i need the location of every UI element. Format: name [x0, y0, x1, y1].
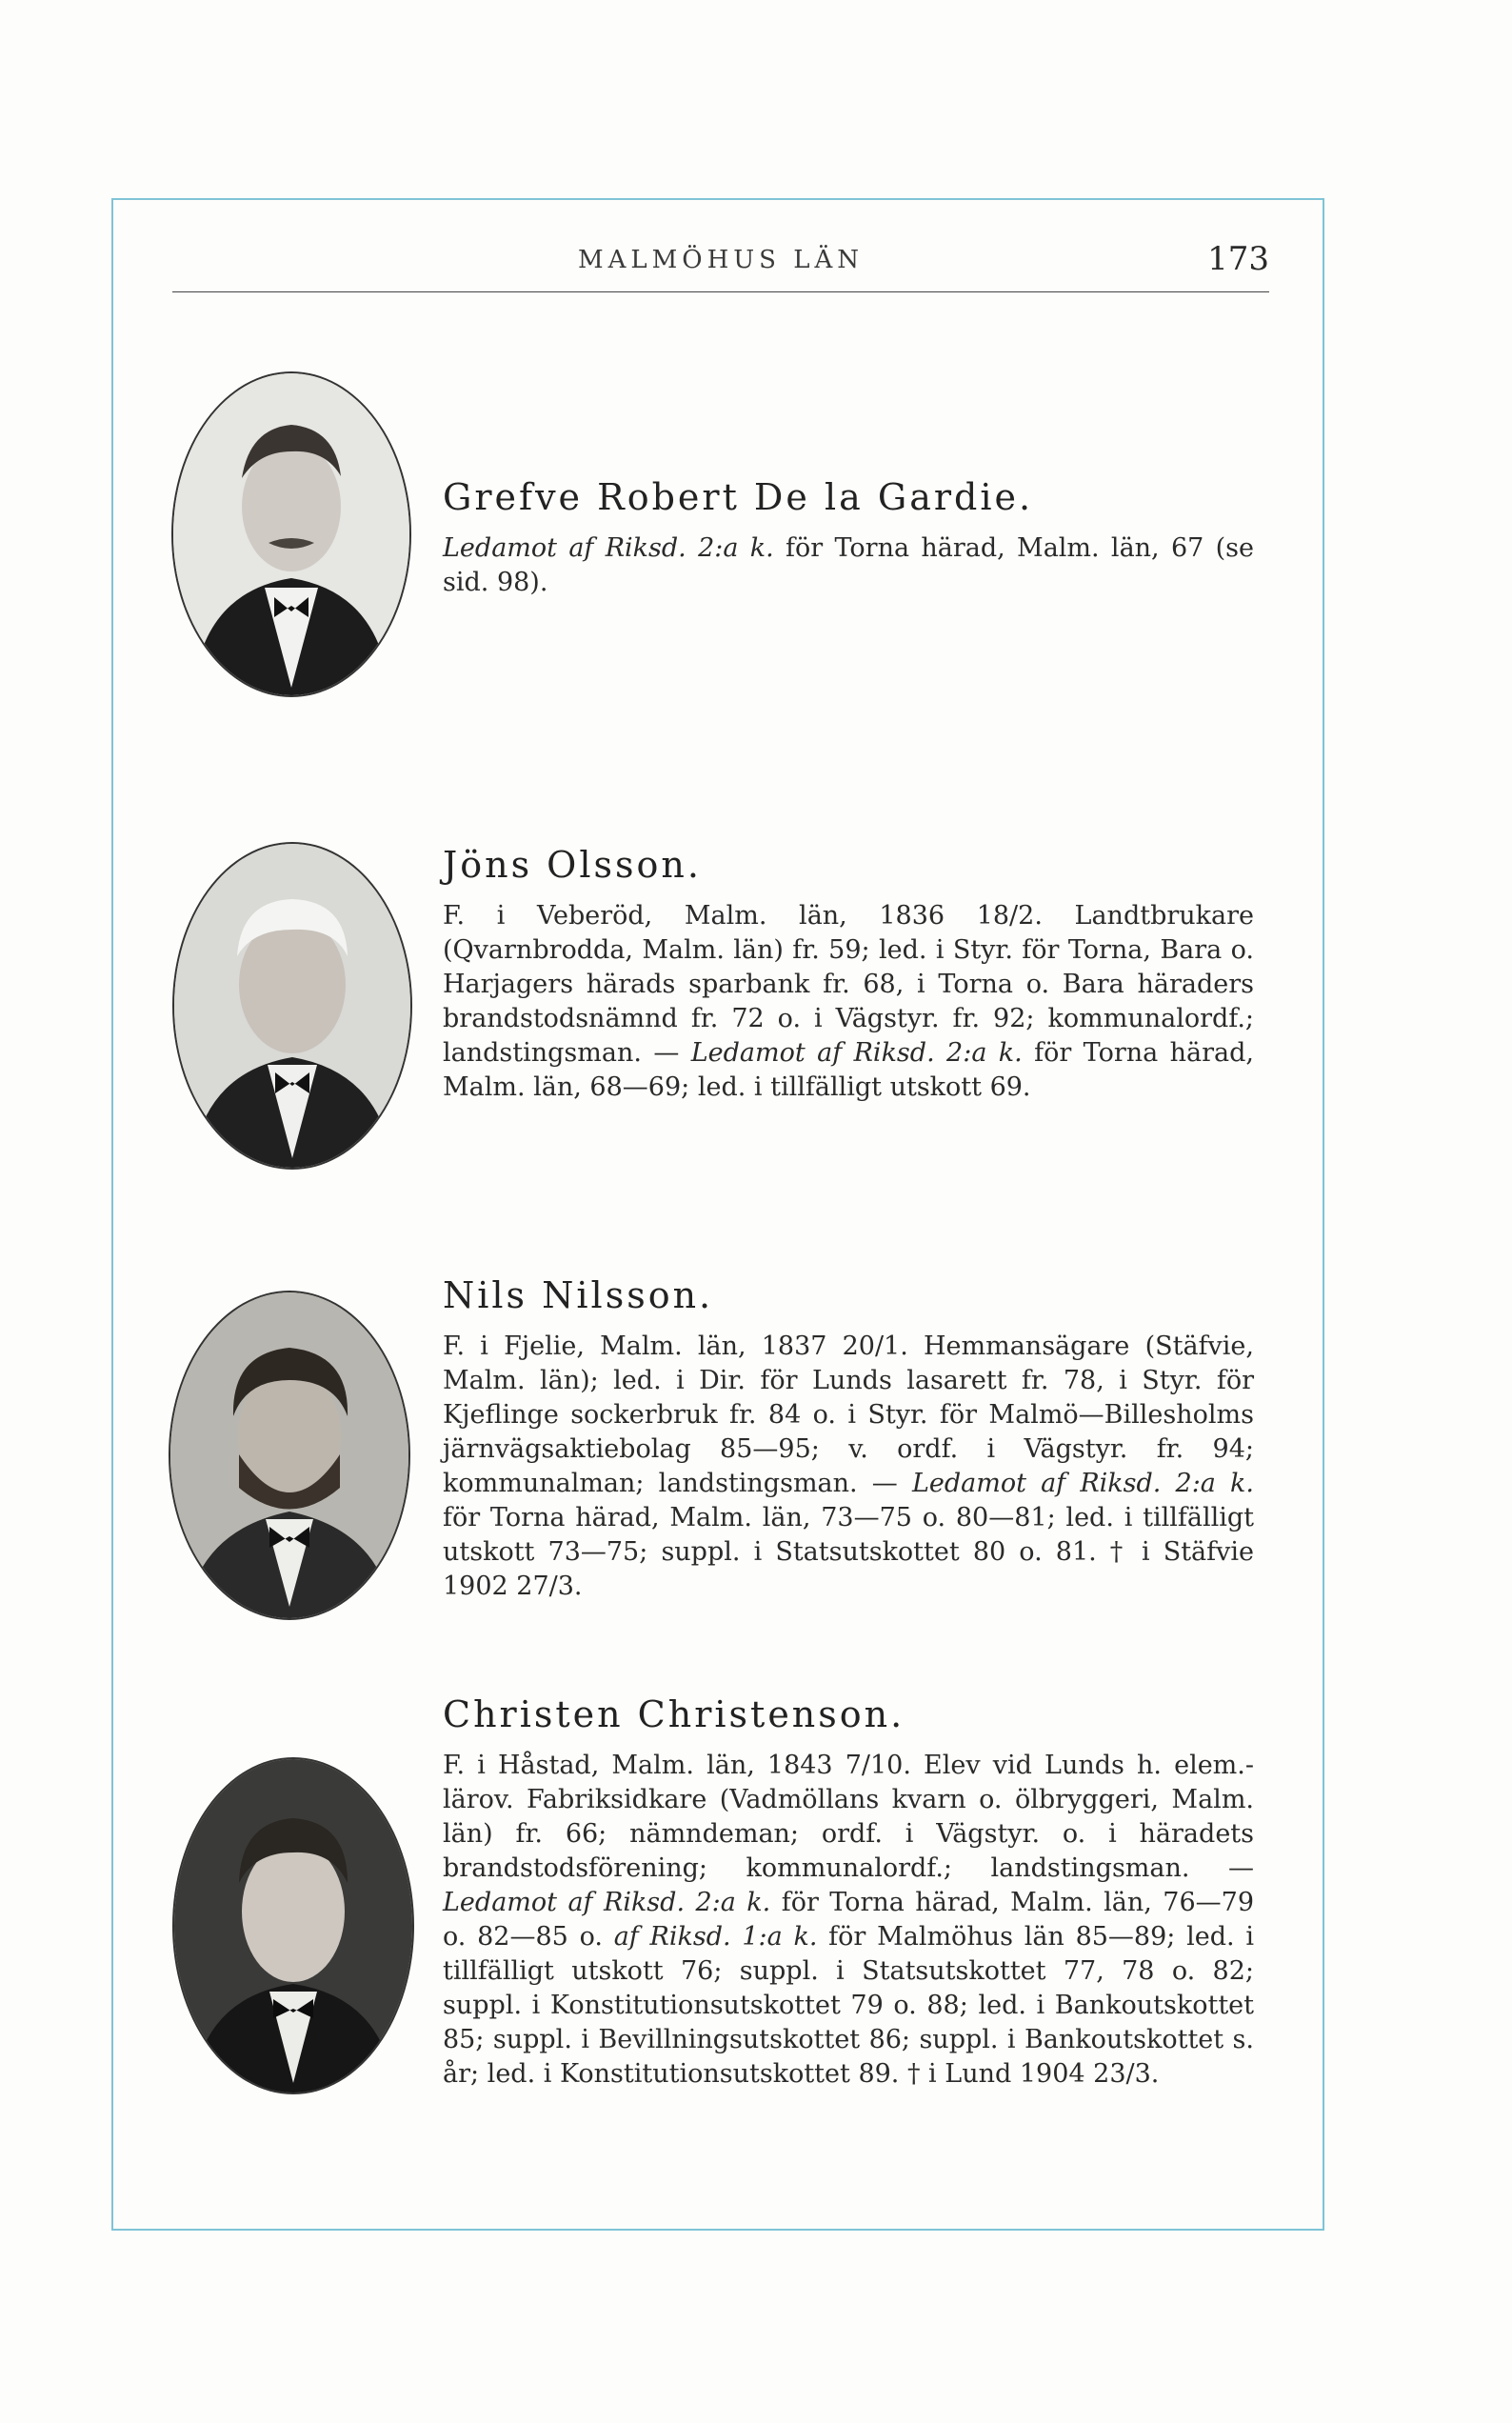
running-header [172, 238, 1269, 292]
text-segment: för Torna härad, Malm. län, 67 (se sid. 98). [443, 533, 1254, 597]
italic-text-segment: Ledamot af Riksd. 2:a k. [911, 1469, 1255, 1498]
text-segment: F. i Fjelie, Malm. län, 1837 20/1. Hemmansägare (Stäfvie, Malm. län); led. i Dir. för Lunds lasarett fr. 78, i Styr. för Kjeflinge sockerbruk fr. 84 o. i Styr. för Malmö—Billesholms järnvägsaktiebolag 85—95; v. ordf. i Vägstyr. fr. 94; kommunalman; landstingsman. — [443, 1332, 1254, 1498]
text-segment: F. i Håstad, Malm. län, 1843 7/10. Elev vid Lunds h. elem.-lärov. Fabriksidkare (Vadmöllans kvarn o. ölbryggeri, Malm. län) fr. 66; nämndeman; ordf. i Vägstyr. o. i häradets brandstodsförening; kommunalordf.; landstingsman. — [443, 1751, 1254, 1883]
biography-entry [443, 1693, 1254, 2092]
text-segment: F. i Veberöd, Malm. län, 1836 18/2. Landtbrukare (Qvarnbrodda, Malm. län) fr. 59; led. i Styr. för Torna, Bara o. Harjagers härads sparbank fr. 68, i Torna o. Bara häraders brandstodsnämnd fr. 72 o. i Vägstyr. fr. 92; kommunalordf.; landstingsman. — [443, 901, 1254, 1068]
italic-text-segment: af Riksd. 1:a k. [613, 1922, 818, 1952]
text-segment: för Torna härad, Malm. län, 76—79 o. 82—85 o. [443, 1888, 1254, 1952]
portrait-photo [172, 842, 412, 1170]
page-number: 173 [1207, 240, 1269, 278]
biography-text [443, 1330, 1254, 1604]
biography-entry [443, 1274, 1254, 1604]
text-segment: för Torna härad, Malm. län, 73—75 o. 80—81; led. i tillfälligt utskott 73—75; suppl. i Statsutskottet 80 o. 81. † i Stäfvie 1902 27/3. [443, 1503, 1254, 1601]
italic-text-segment: Ledamot af Riksd. 2:a k. [443, 533, 774, 563]
person-name: Nils Nilsson. [443, 1274, 714, 1316]
text-segment: för Torna härad, Malm. län, 68—69; led. i tillfälligt utskott 69. [443, 1038, 1254, 1102]
person-name: Grefve Robert De la Gardie. [443, 476, 1034, 518]
page-frame [111, 198, 1324, 2231]
biography-text [443, 899, 1254, 1105]
biography-entry [443, 476, 1254, 600]
text-segment: för Malmöhus län 85—89; led. i tillfälligt utskott 76; suppl. i Statsutskottet 77, 78 o. 82; suppl. i Konstitutionsutskottet 79 o. 88; led. i Bankoutskottet 85; suppl. i Bevillningsutskottet 86; suppl. i Bankoutskottet s. år; led. i Konstitutionsutskottet 89. † i Lund 1904 23/3. [443, 1922, 1255, 2089]
portrait-photo [172, 1757, 414, 2094]
biography-text [443, 531, 1254, 600]
italic-text-segment: Ledamot af Riksd. 2:a k. [690, 1038, 1023, 1068]
biography-entry [443, 844, 1254, 1105]
biography-text [443, 1749, 1254, 2092]
person-name: Jöns Olsson. [443, 844, 702, 886]
running-title: MALMÖHUS LÄN [577, 246, 865, 274]
portrait-photo [171, 371, 411, 697]
person-name: Christen Christenson. [443, 1693, 905, 1735]
italic-text-segment: Ledamot af Riksd. 2:a k. [443, 1888, 771, 1917]
portrait-photo [169, 1291, 410, 1620]
